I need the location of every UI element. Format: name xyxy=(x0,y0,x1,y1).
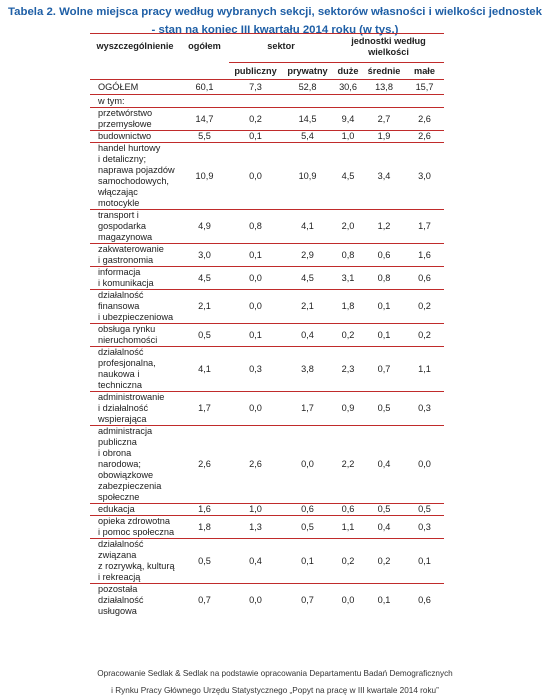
row-label: działalność profesjonalna, naukowa i techniczna xyxy=(90,347,180,392)
sub-label-row xyxy=(90,95,444,108)
row-value: 0,5 xyxy=(180,539,229,584)
row-value: 1,7 xyxy=(282,392,333,426)
row-value: 1,2 xyxy=(363,210,405,244)
total-value: 30,6 xyxy=(333,80,363,95)
row-value: 0,5 xyxy=(405,504,444,516)
row-value: 3,8 xyxy=(282,347,333,392)
row-value: 0,5 xyxy=(363,392,405,426)
header-total: ogółem xyxy=(180,34,229,80)
row-value: 2,1 xyxy=(282,290,333,324)
table-row xyxy=(90,244,444,267)
row-label: zakwaterowanie i gastronomia xyxy=(90,244,180,267)
row-value: 0,6 xyxy=(333,504,363,516)
table-row xyxy=(90,267,444,290)
table-row xyxy=(90,584,444,618)
header-large: duże xyxy=(333,63,363,80)
row-value: 4,1 xyxy=(282,210,333,244)
row-value: 2,3 xyxy=(333,347,363,392)
row-value: 0,3 xyxy=(405,516,444,539)
row-value: 0,4 xyxy=(282,324,333,347)
row-value: 0,5 xyxy=(363,504,405,516)
row-value: 1,6 xyxy=(180,504,229,516)
row-value: 0,6 xyxy=(282,504,333,516)
table-row xyxy=(90,504,444,516)
row-value: 1,8 xyxy=(333,290,363,324)
row-value: 2,6 xyxy=(405,131,444,143)
row-value: 14,7 xyxy=(180,108,229,131)
row-value: 4,5 xyxy=(333,143,363,210)
row-value: 0,1 xyxy=(405,539,444,584)
row-value: 0,8 xyxy=(229,210,282,244)
table-row xyxy=(90,131,444,143)
total-value: 15,7 xyxy=(405,80,444,95)
row-value: 1,7 xyxy=(405,210,444,244)
row-value: 0,3 xyxy=(229,347,282,392)
row-value: 1,6 xyxy=(405,244,444,267)
row-value: 0,1 xyxy=(229,244,282,267)
row-value: 1,8 xyxy=(180,516,229,539)
row-label: handel hurtowy i detaliczny; naprawa pojazdów samochodowych, włączając motocykle xyxy=(90,143,180,210)
row-value: 0,0 xyxy=(229,143,282,210)
row-value: 0,1 xyxy=(363,584,405,618)
row-value: 0,1 xyxy=(282,539,333,584)
row-value: 3,0 xyxy=(405,143,444,210)
row-value: 3,0 xyxy=(180,244,229,267)
row-label: administrowanie i działalność wspierająca xyxy=(90,392,180,426)
total-row xyxy=(90,80,444,95)
title-line-1: Tabela 2. Wolne miejsca pracy według wybranych sekcji, sektorów własności i wielkości jednostek xyxy=(8,6,542,18)
table-row xyxy=(90,143,444,210)
row-value: 0,6 xyxy=(405,267,444,290)
row-value: 0,3 xyxy=(405,392,444,426)
header-sector-group: sektor xyxy=(229,34,333,63)
title-line-2: - stan na koniec III kwartału 2014 roku (w tys.) xyxy=(151,24,399,36)
row-value: 10,9 xyxy=(282,143,333,210)
row-value: 0,2 xyxy=(333,539,363,584)
row-value: 1,0 xyxy=(333,131,363,143)
row-value: 14,5 xyxy=(282,108,333,131)
header-public: publiczny xyxy=(229,63,282,80)
row-label: pozostała działalność usługowa xyxy=(90,584,180,618)
row-value: 4,1 xyxy=(180,347,229,392)
row-value: 0,4 xyxy=(363,426,405,504)
table-row xyxy=(90,108,444,131)
table-row xyxy=(90,426,444,504)
row-value: 0,2 xyxy=(405,290,444,324)
row-value: 2,6 xyxy=(180,426,229,504)
total-value: 52,8 xyxy=(282,80,333,95)
row-value: 5,4 xyxy=(282,131,333,143)
row-value: 0,1 xyxy=(363,324,405,347)
row-value: 0,1 xyxy=(229,131,282,143)
row-label: transport i gospodarka magazynowa xyxy=(90,210,180,244)
vacancies-table xyxy=(90,33,444,617)
row-value: 4,9 xyxy=(180,210,229,244)
row-value: 4,5 xyxy=(180,267,229,290)
row-value: 0,2 xyxy=(363,539,405,584)
row-value: 2,1 xyxy=(180,290,229,324)
row-value: 1,7 xyxy=(180,392,229,426)
row-value: 0,0 xyxy=(229,267,282,290)
total-value: 7,3 xyxy=(229,80,282,95)
row-value: 0,2 xyxy=(229,108,282,131)
row-value: 10,9 xyxy=(180,143,229,210)
table-row xyxy=(90,539,444,584)
row-value: 0,4 xyxy=(363,516,405,539)
row-value: 3,4 xyxy=(363,143,405,210)
total-value: 13,8 xyxy=(363,80,405,95)
row-value: 0,7 xyxy=(282,584,333,618)
row-value: 0,7 xyxy=(363,347,405,392)
row-label: edukacja xyxy=(90,504,180,516)
header-medium: średnie xyxy=(363,63,405,80)
row-value: 0,2 xyxy=(333,324,363,347)
row-value: 1,9 xyxy=(363,131,405,143)
row-label: administracja publiczna i obrona narodowa; obowiązkowe zabezpieczenia społeczne xyxy=(90,426,180,504)
row-label: działalność finansowa i ubezpieczeniowa xyxy=(90,290,180,324)
source-note-line-1: Opracowanie Sedlak & Sedlak na podstawie opracowania Departamentu Badań Demograficznych xyxy=(97,669,453,678)
row-label: przetwórstwo przemysłowe xyxy=(90,108,180,131)
row-value: 1,1 xyxy=(405,347,444,392)
row-value: 0,0 xyxy=(405,426,444,504)
row-label: informacja i komunikacja xyxy=(90,267,180,290)
row-value: 0,9 xyxy=(333,392,363,426)
row-value: 2,9 xyxy=(282,244,333,267)
row-value: 4,5 xyxy=(282,267,333,290)
row-value: 0,4 xyxy=(229,539,282,584)
total-value: 60,1 xyxy=(180,80,229,95)
row-value: 0,2 xyxy=(405,324,444,347)
table-row xyxy=(90,324,444,347)
table-row xyxy=(90,290,444,324)
row-label: obsługa rynku nieruchomości xyxy=(90,324,180,347)
row-value: 0,0 xyxy=(333,584,363,618)
row-value: 2,6 xyxy=(405,108,444,131)
row-value: 0,1 xyxy=(363,290,405,324)
row-label: działalność związana z rozrywką, kulturą i rekreacją xyxy=(90,539,180,584)
row-value: 1,3 xyxy=(229,516,282,539)
row-label: budownictwo xyxy=(90,131,180,143)
header-private: prywatny xyxy=(282,63,333,80)
row-value: 0,5 xyxy=(282,516,333,539)
row-value: 2,0 xyxy=(333,210,363,244)
table-row xyxy=(90,516,444,539)
row-value: 0,5 xyxy=(180,324,229,347)
row-value: 0,0 xyxy=(229,584,282,618)
row-value: 1,0 xyxy=(229,504,282,516)
row-value: 2,7 xyxy=(363,108,405,131)
row-value: 3,1 xyxy=(333,267,363,290)
table-row xyxy=(90,392,444,426)
table-row xyxy=(90,347,444,392)
table-row xyxy=(90,210,444,244)
row-value: 2,6 xyxy=(229,426,282,504)
row-value: 0,8 xyxy=(333,244,363,267)
row-label: opieka zdrowotna i pomoc społeczna xyxy=(90,516,180,539)
row-value: 0,0 xyxy=(229,392,282,426)
row-value: 0,0 xyxy=(282,426,333,504)
sub-label: w tym: xyxy=(90,95,444,108)
row-value: 0,0 xyxy=(229,290,282,324)
row-value: 9,4 xyxy=(333,108,363,131)
row-value: 0,6 xyxy=(405,584,444,618)
row-value: 5,5 xyxy=(180,131,229,143)
source-note-line-2: i Rynku Pracy Głównego Urzędu Statystycznego „Popyt na pracę w III kwartale 2014 roku” xyxy=(111,686,439,695)
header-size-group: jednostki według wielkości xyxy=(333,34,444,63)
row-value: 1,1 xyxy=(333,516,363,539)
row-value: 0,7 xyxy=(180,584,229,618)
total-label: OGÓŁEM xyxy=(90,80,180,95)
header-label: wyszczególnienie xyxy=(90,34,180,80)
row-value: 0,8 xyxy=(363,267,405,290)
row-value: 2,2 xyxy=(333,426,363,504)
row-value: 0,1 xyxy=(229,324,282,347)
header-small: małe xyxy=(405,63,444,80)
row-value: 0,6 xyxy=(363,244,405,267)
